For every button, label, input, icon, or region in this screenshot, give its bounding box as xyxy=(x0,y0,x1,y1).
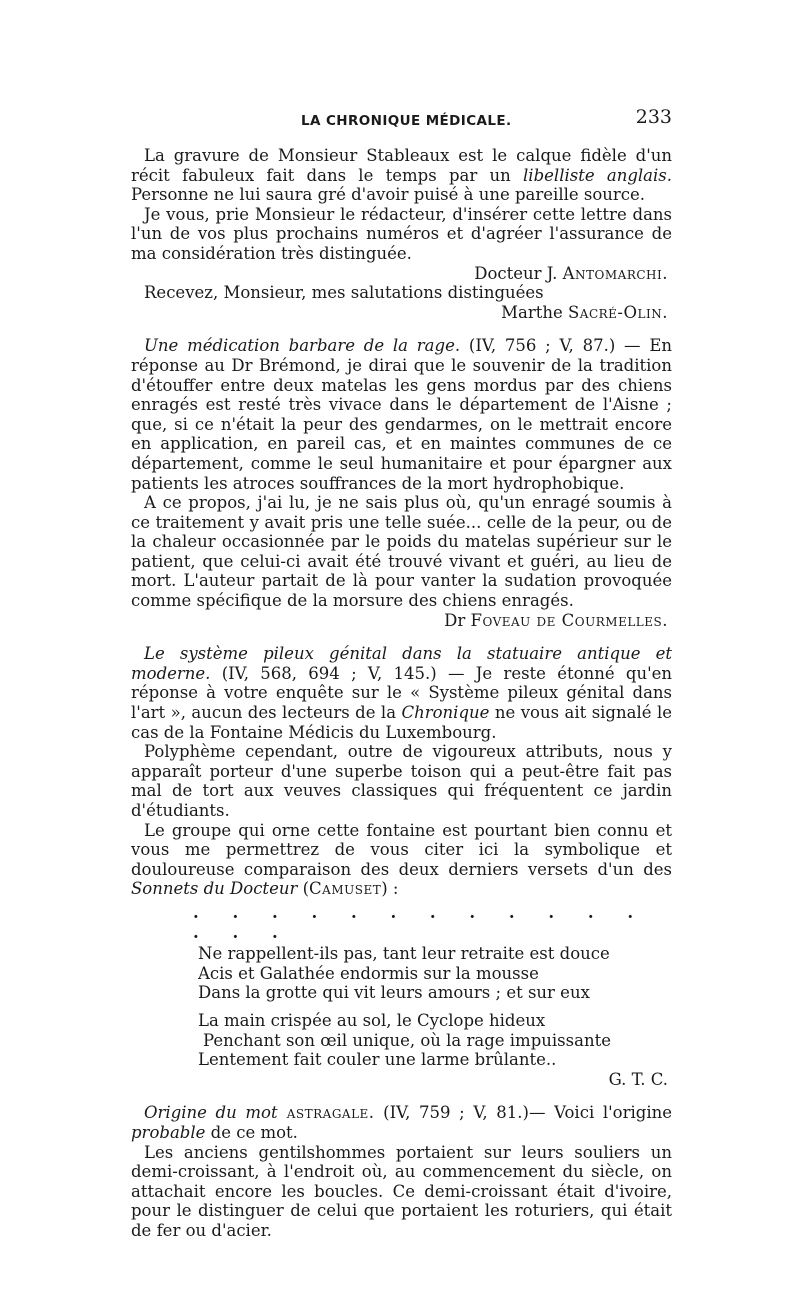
journal-title: LA CHRONIQUE MÉDICALE. xyxy=(301,113,512,129)
signature-sacre-olin: Marthe Sacré-Olin. xyxy=(501,302,668,322)
verse-line: Lentement fait couler une larme brûlante.. xyxy=(198,1050,557,1070)
signature-antomarchi: Docteur J. Antomarchi. xyxy=(474,263,668,283)
verse-line: Penchant son œil unique, où la rage impuissante xyxy=(203,1030,611,1050)
section-medication-title: Une médication barbare de la rage. xyxy=(144,336,461,356)
letter-paragraph-1: La gravure de Monsieur Stableaux est le calque fidèle d'un récit fabuleux fait dans le temps par un libelliste anglais. Personne ne lui saura gré d'avoir puisé à une pareille source. xyxy=(131,146,673,205)
section-astragale-paragraph-1: Origine du mot astragale. (IV, 759 ; V, 81.)— Voici l'origine probable de ce mot. xyxy=(131,1103,672,1142)
running-header xyxy=(131,108,672,130)
verse-line: Acis et Galathée endormis sur la mousse xyxy=(198,963,539,983)
section-pileux-paragraph-2: Polyphème cependant, outre de vigoureux attributs, nous y apparaît porteur d'une superbe toison qui a peut-être fait pas mal de tort aux veuves classiques qui fréquentent ce jardin d'étudiants. xyxy=(131,742,672,820)
letter-closing: Recevez, Monsieur, mes salutations distinguées xyxy=(144,283,544,303)
section-pileux-title: Le système pileux génital dans la statuaire antique et moderne. xyxy=(131,644,672,683)
section-medication-paragraph-2: A ce propos, j'ai lu, je ne sais plus où, qu'un enragé soumis à ce traitement y avait pris une telle suée... celle de la peur, ou de la chaleur occasionnée par le poids du matelas supérieur sur le patient, que celui-ci avait été trouvé vivant et guéri, au lieu de mort. L'auteur partait de là pour vanter la sudation provoquée comme spécifique de la morsure des chiens enragés. xyxy=(131,493,672,611)
section-astragale-paragraph-2: Les anciens gentilshommes portaient sur leurs souliers un demi-croissant, à l'endroit où, au commencement du siècle, on attachait encore les boucles. Ce demi-croissant était d'ivoire, pour le distinguer de celui que portaient les roturiers, qui était de fer ou d'acier. xyxy=(131,1142,672,1240)
verse-line: Ne rappellent-ils pas, tant leur retraite est douce xyxy=(198,944,610,964)
section-medication-paragraph-1: Une médication barbare de la rage. (IV, 756 ; V, 87.) — En réponse au Dr Brémond, je dirai que le souvenir de la tradition d'étouffer entre deux matelas les gens mordus par des chiens enragés est resté très vivace dans le département de l'Aisne ; que, si ce n'était la peur des gendarmes, on le mettrait encore en application, en pareil cas, et en maintes communes de ce département, comme le seul humanitaire et pour épargner aux patients les atroces souffrances de la mort hydrophobique. xyxy=(131,336,672,493)
signature-foveau: Dr Foveau de Courmelles. xyxy=(444,610,668,630)
letter-paragraph-2: Je vous, prie Monsieur le rédacteur, d'insérer cette lettre dans l'un de vos plus prochains numéros et d'agréer l'assurance de ma considération très distinguée. xyxy=(131,204,672,263)
section-astragale-title: Origine du mot xyxy=(144,1103,278,1123)
ellipsis-dots: . . . . . . . . . . . . . . . xyxy=(193,902,648,942)
page-number: 233 xyxy=(635,106,672,128)
section-pileux-paragraph-1: Le système pileux génital dans la statuaire antique et moderne. (IV, 568, 694 ; V, 145.) — Je reste étonné qu'en réponse à votre enquête sur le « Système pileux génital dans l'art », aucun des lecteurs de la Chronique ne vous ait signalé le cas de la Fontaine Médicis du Luxembourg. xyxy=(131,644,672,742)
signature-gtc: G. T. C. xyxy=(608,1069,668,1089)
section-pileux-paragraph-3: Le groupe qui orne cette fontaine est pourtant bien connu et vous me permettrez de vous citer ici la symbolique et douloureuse comparaison des deux derniers versets d'un des Sonnets du Docteur (Camuset) : xyxy=(131,820,672,899)
verse-line: Dans la grotte qui vit leurs amours ; et sur eux xyxy=(198,983,590,1003)
verse-line: La main crispée au sol, le Cyclope hideux xyxy=(198,1010,546,1030)
